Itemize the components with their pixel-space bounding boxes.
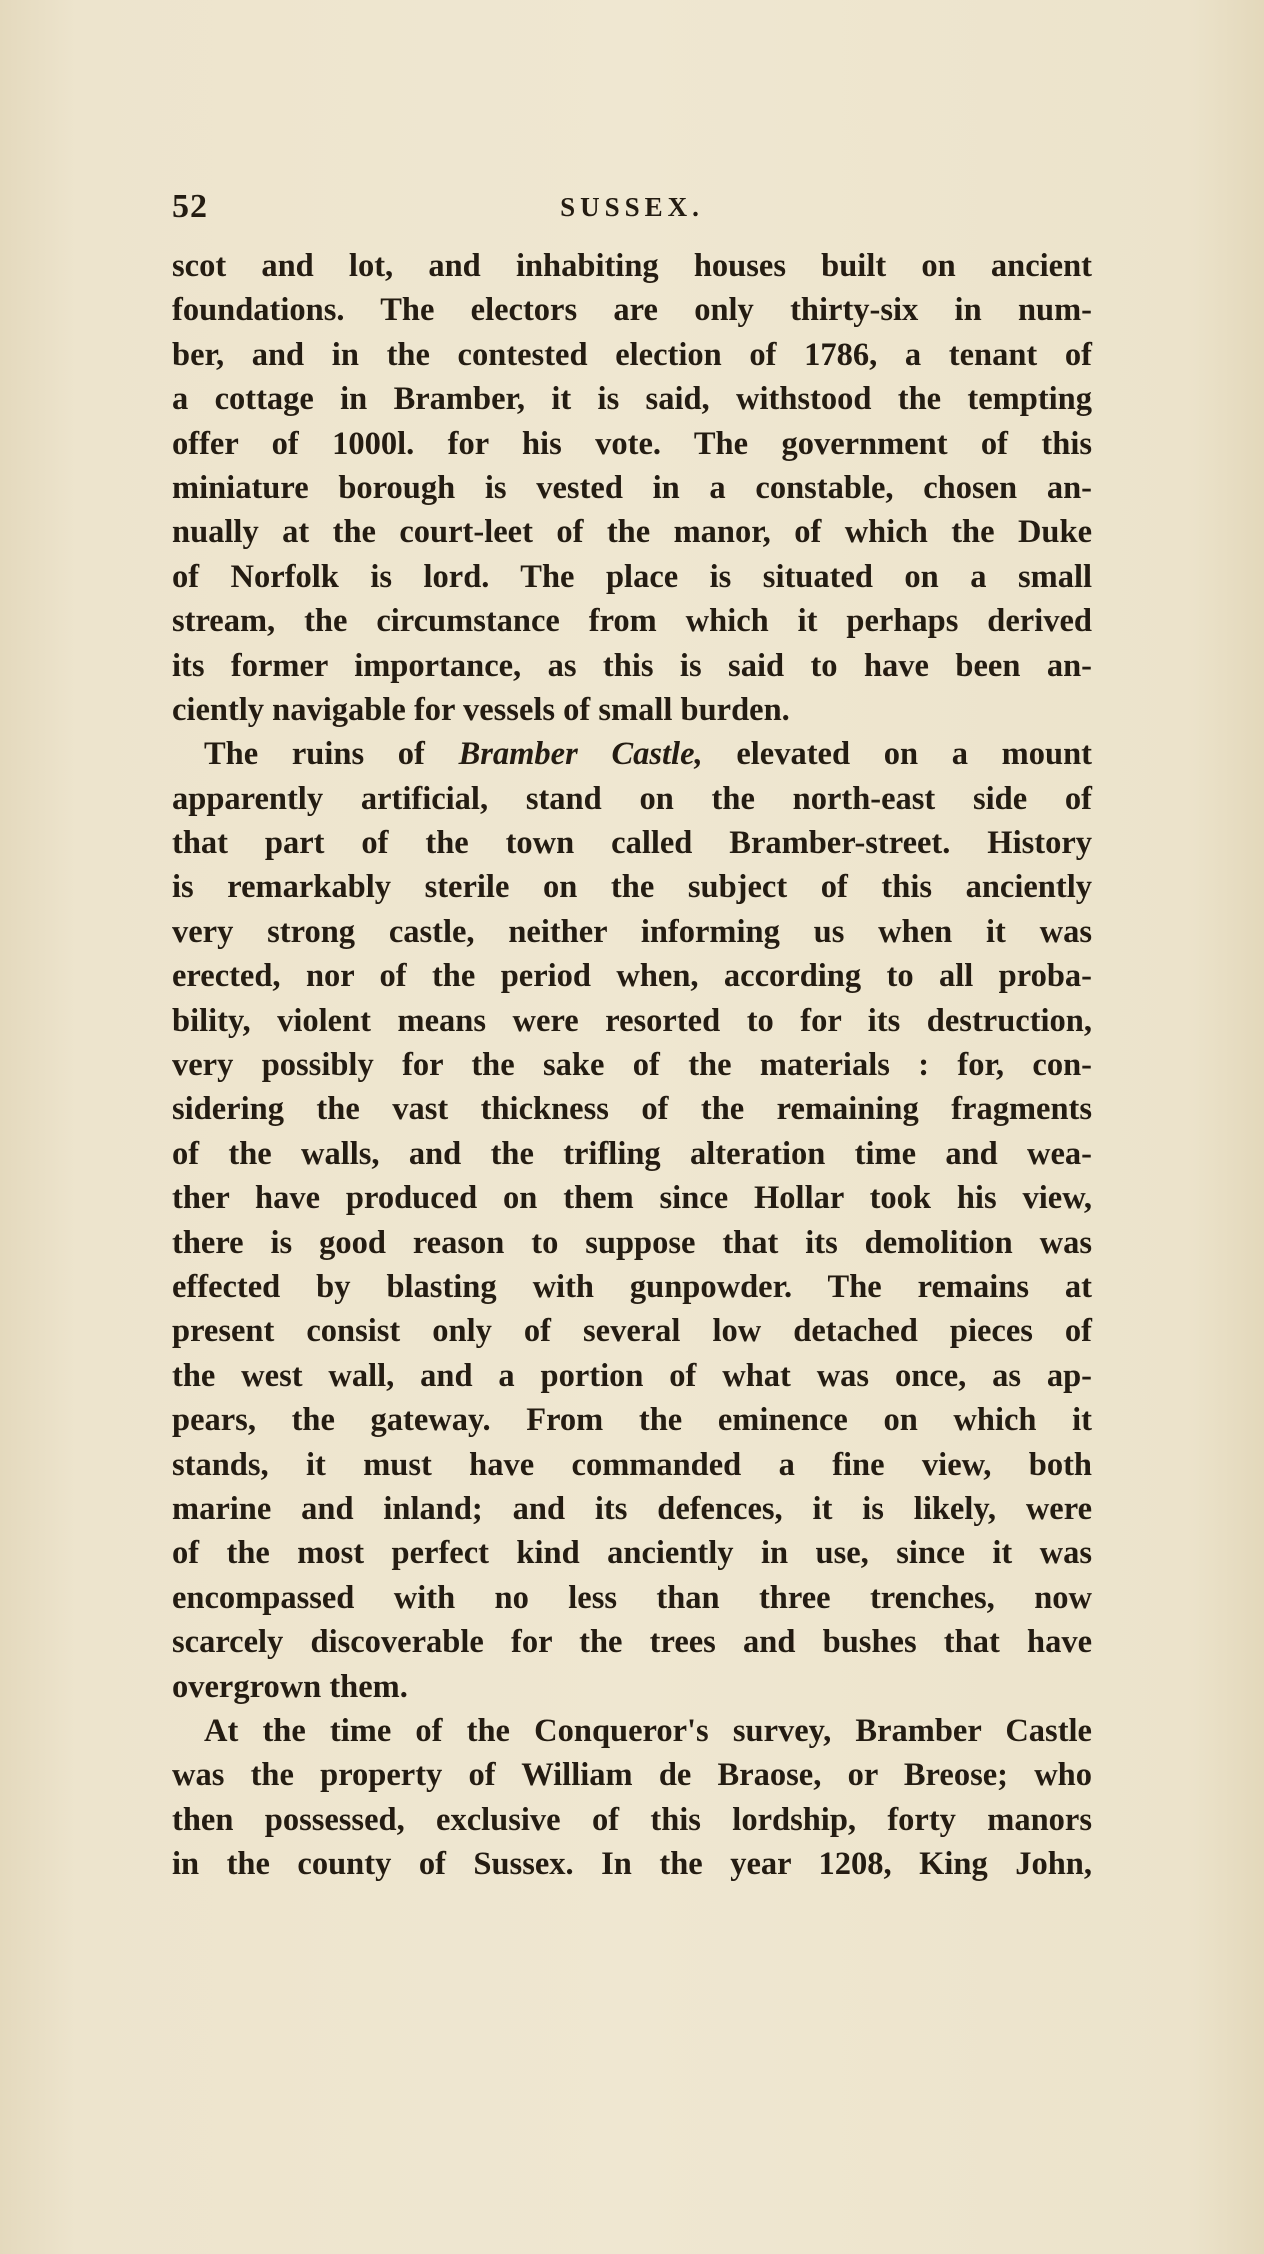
running-head: SUSSEX. bbox=[560, 192, 704, 222]
text-line: offer of 1000l. for his vote. The government of this bbox=[172, 425, 1092, 462]
text-line: ther have produced on them since Hollar took his view, bbox=[172, 1180, 1092, 1217]
text-line: stands, it must have commanded a fine view, both bbox=[172, 1446, 1092, 1483]
text-line: then possessed, exclusive of this lordship, forty manors bbox=[172, 1801, 1092, 1838]
text-line: the west wall, and a portion of what was once, as ap- bbox=[172, 1357, 1092, 1394]
text-line: overgrown them. bbox=[172, 1668, 408, 1705]
text-line: is remarkably sterile on the subject of this anciently bbox=[172, 869, 1092, 906]
text-line: stream, the circumstance from which it perhaps derived bbox=[172, 603, 1092, 640]
castle-name-italic: Bramber Castle, bbox=[458, 736, 703, 773]
text-line: a cottage in Bramber, it is said, withstood the tempting bbox=[172, 381, 1092, 418]
text-line: scarcely discoverable for the trees and bushes that have bbox=[172, 1624, 1092, 1661]
paragraph-2 bbox=[172, 732, 1092, 1709]
body-text bbox=[172, 244, 1092, 1886]
text-line: nually at the court-leet of the manor, of which the Duke bbox=[172, 514, 1092, 551]
text-line: pears, the gateway. From the eminence on which it bbox=[172, 1402, 1092, 1439]
text-line: very possibly for the sake of the materials : for, con- bbox=[172, 1047, 1092, 1084]
text-line: At the time of the Conqueror's survey, Bramber Castle bbox=[204, 1712, 1092, 1749]
paragraph-3 bbox=[172, 1709, 1092, 1887]
page-number: 52 bbox=[172, 188, 208, 225]
text-line: of the most perfect kind anciently in use, since it was bbox=[172, 1535, 1092, 1572]
paragraph-1 bbox=[172, 244, 1092, 732]
text-line: very strong castle, neither informing us when it was bbox=[172, 913, 1092, 950]
page-header bbox=[172, 188, 1092, 228]
text-line: present consist only of several low detached pieces of bbox=[172, 1313, 1092, 1350]
text-line: foundations. The electors are only thirty-six in num- bbox=[172, 292, 1092, 329]
text-line: of Norfolk is lord. The place is situated on a small bbox=[172, 558, 1092, 595]
text-line: scot and lot, and inhabiting houses built on ancient bbox=[172, 248, 1092, 284]
text-line: apparently artificial, stand on the north-east side of bbox=[172, 780, 1092, 817]
text-line: erected, nor of the period when, according to all proba- bbox=[172, 958, 1092, 995]
text-line: ber, and in the contested election of 1786, a tenant of bbox=[172, 336, 1092, 373]
text-run: The ruins of bbox=[204, 736, 459, 773]
text-line: encompassed with no less than three trenches, now bbox=[172, 1579, 1092, 1616]
text-line: sidering the vast thickness of the remaining fragments bbox=[172, 1091, 1092, 1128]
text-line: miniature borough is vested in a constable, chosen an- bbox=[172, 469, 1092, 506]
text-line: of the walls, and the trifling alteration time and wea- bbox=[172, 1135, 1092, 1172]
text-line: effected by blasting with gunpowder. The remains at bbox=[172, 1268, 1092, 1305]
text-line: bility, violent means were resorted to for its destruction, bbox=[172, 1002, 1092, 1039]
text-line: its former importance, as this is said to have been an- bbox=[172, 647, 1092, 684]
text-line: that part of the town called Bramber-street. History bbox=[172, 825, 1092, 862]
text-run: elevated on a mount bbox=[702, 736, 1092, 773]
text-line bbox=[172, 732, 1092, 776]
text-line: in the county of Sussex. In the year 1208, King John, bbox=[172, 1846, 1092, 1883]
text-line: there is good reason to suppose that its demolition was bbox=[172, 1224, 1092, 1261]
text-line: was the property of William de Braose, or Breose; who bbox=[172, 1757, 1092, 1794]
text-line: marine and inland; and its defences, it is likely, were bbox=[172, 1490, 1092, 1527]
text-line: ciently navigable for vessels of small burden. bbox=[172, 691, 790, 728]
